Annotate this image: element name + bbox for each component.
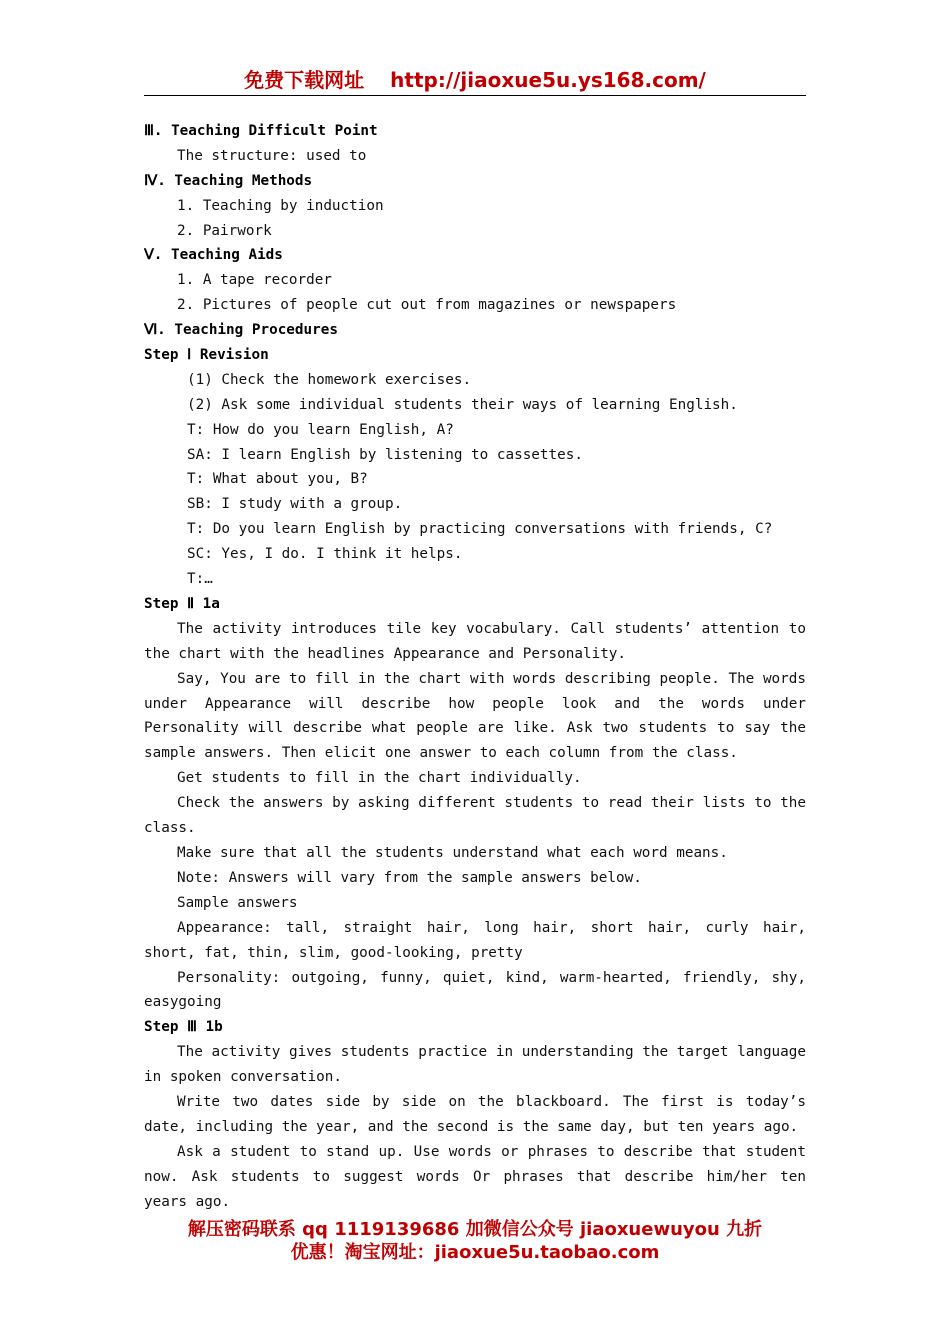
page-header (144, 66, 806, 96)
list-item: 2. Pairwork (177, 222, 272, 239)
section-heading-difficult: Ⅲ. Teaching Difficult Point (144, 123, 378, 139)
list-item: 2. Pictures of people cut out from magazines or newspapers (177, 297, 677, 314)
step2-paragraph: Get students to fill in the chart individually. (177, 770, 582, 787)
step2-heading: Step Ⅱ 1a (144, 595, 220, 612)
footer-shop-line: 优惠！淘宝网址：jiaoxue5u.taobao.com (290, 1242, 660, 1263)
document-body (144, 119, 806, 1215)
section-heading-methods: Ⅳ. Teaching Methods (144, 172, 313, 189)
step1-line: T: Do you learn English by practicing conversations with friends, C? (187, 521, 773, 538)
step2-paragraph: Make sure that all the students understand what each word means. (177, 844, 728, 861)
step2-paragraph: Sample answers (177, 894, 298, 911)
step1-line: T: What about you, B? (187, 471, 368, 488)
section-heading-procedures: Ⅵ. Teaching Procedures (144, 322, 338, 339)
step1-line: SC: Yes, I do. I think it helps. (187, 546, 463, 563)
step3-heading: Step Ⅲ 1b (144, 1019, 223, 1036)
step1-line: T: How do you learn English, A? (187, 421, 454, 438)
header-url[interactable]: http://jiaoxue5u.ys168.com/ (390, 68, 706, 92)
section-heading-aids: Ⅴ. Teaching Aids (144, 247, 283, 264)
step2-paragraph: Check the answers by asking different students to read their lists to the class. (144, 795, 806, 837)
step1-heading: Step Ⅰ Revision (144, 347, 269, 364)
difficult-point-text: The structure: used to (177, 147, 367, 164)
step2-paragraph: Personality: outgoing, funny, quiet, kind, warm-hearted, friendly, shy, easygoing (144, 969, 806, 1011)
step1-line: (1) Check the homework exercises. (187, 371, 472, 388)
step1-line: (2) Ask some individual students their ways of learning English. (187, 396, 738, 413)
step3-paragraph: The activity gives students practice in understanding the target language in spoken conversation. (144, 1044, 806, 1086)
footer-contact-line: 解压密码联系 qq 1119139686 加微信公众号 jiaoxuewuyou 九折 (187, 1219, 763, 1240)
step2-paragraph: Appearance: tall, straight hair, long hair, short hair, curly hair, short, fat, thin, slim, good-looking, pretty (144, 919, 806, 961)
list-item: 1. Teaching by induction (177, 197, 384, 214)
step1-line: SB: I study with a group. (187, 496, 403, 513)
list-item: 1. A tape recorder (177, 272, 332, 289)
header-download-label: 免费下载网址 (244, 68, 365, 92)
step1-line: SA: I learn English by listening to cassettes. (187, 446, 583, 463)
step2-paragraph: Note: Answers will vary from the sample answers below. (177, 869, 642, 886)
step3-paragraph: Write two dates side by side on the blackboard. The first is today’s date, including the year, and the second is the same day, but ten years ago. (144, 1094, 806, 1135)
step2-paragraph: The activity introduces tile key vocabulary. Call students’ attention to the chart with the headlines Appearance and Personality. (144, 620, 806, 662)
step1-line: T:… (187, 571, 213, 588)
page-footer (144, 1218, 806, 1264)
step2-paragraph: Say, You are to fill in the chart with words describing people. The words under Appearance will describe how people look and the words under Personality will describe what people are like. Ask two students to say the sample answers. Then elicit one answer to each column from the class. (144, 670, 806, 762)
step3-paragraph: Ask a student to stand up. Use words or phrases to describe that student now. Ask students to suggest words Or phrases that describe him/her ten years ago. (144, 1143, 806, 1210)
